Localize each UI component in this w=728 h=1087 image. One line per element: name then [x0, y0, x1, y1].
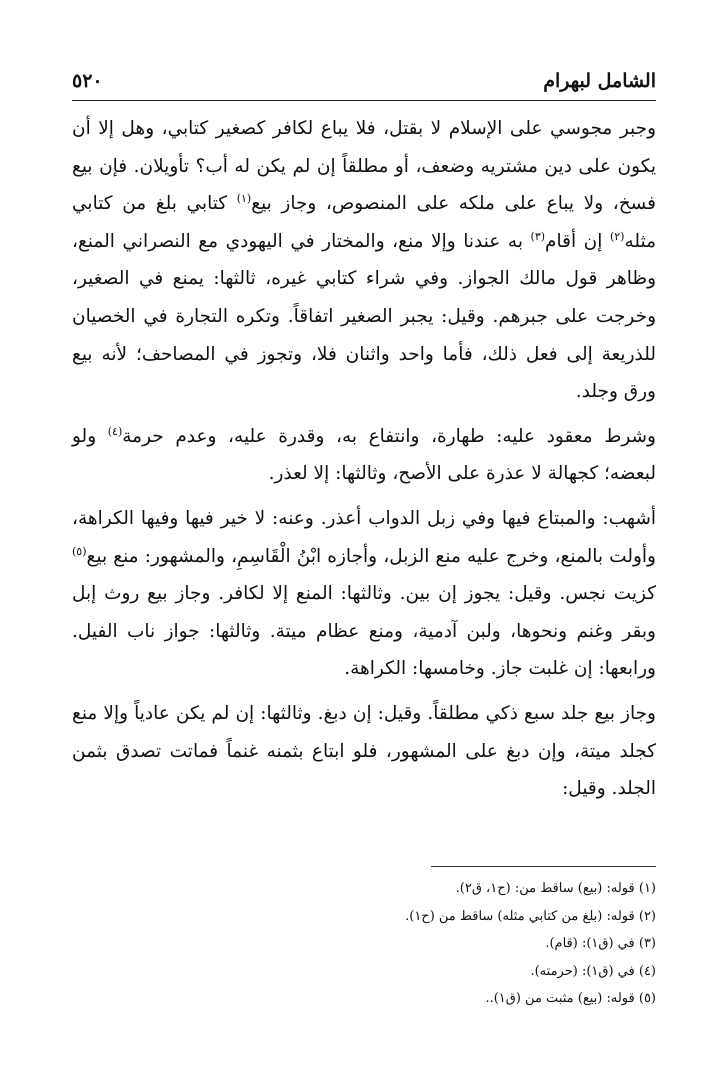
paragraph [72, 695, 656, 808]
footnote-1: (١) قوله: (بيع) ساقط من: (ح١، ق٢). [455, 881, 656, 896]
paragraph-text: وجبر مجوسي على الإسلام لا بقتل، فلا يباع لكافر كصغير كتابي، وهل إلا أن يكون على دين مشتريه وضعف، أو مطلقاً إن لم يكن له أب؟ تأويلان. فإن بيع فسخ، ولا يباع على ملكه على المنصوص، وجاز بيع [72, 118, 656, 215]
paragraph-text: أشهب: والمبتاع فيها وفي زبل الدواب أعذر. وعنه: لا خير فيها وفيها الكراهة، وأولت بالمنع، وخرج عليه منع الزبل، وأجازه ابْنُ الْقَاسِمِ، والمشهور: منع بيع [72, 507, 656, 567]
footnote-marker: (٥) [72, 544, 87, 558]
paragraph-text: ولو لبعضه؛ كجهالة لا عذرة على الأصح، وثالثها: إلا لعذر. [72, 425, 656, 485]
main-text [72, 110, 656, 815]
paragraph-text: إن أقام [545, 230, 610, 252]
footnote-3: (٣) في (ق١): (قام). [545, 936, 656, 951]
header-rule [72, 100, 656, 101]
footnote-marker: (٤) [107, 424, 123, 438]
footnote-2: (٢) قوله: (بلغ من كتابي مثله) ساقط من (ح١). [405, 908, 656, 924]
footnote-marker: (٢) [609, 229, 625, 243]
paragraph-text: كزيت نجس. وقيل: يجوز إن بين. وثالثها: المنع إلا لكافر. وجاز بيع روث إبل وبقر وغنم ونحوها، ولبن آدمية، ومنع عظام ميتة. وثالثها: جواز ناب الفيل. ورابعها: إن غلبت جاز. وخامسها: الكراهة. [72, 583, 656, 680]
footnote-4: (٤) في (ق١): (حرمته). [530, 963, 656, 979]
footnote-separator [431, 866, 656, 867]
paragraph [72, 418, 656, 493]
page-number: ٥٢٠ [72, 70, 103, 92]
footnote-marker: (١) [236, 192, 252, 206]
footnote-marker: (٣) [530, 229, 546, 243]
paragraph [72, 500, 656, 688]
paragraph-text: وشرط معقود عليه: طهارة، وانتفاع به، وقدرة عليه، وعدم حرمة [122, 425, 656, 447]
footnotes [72, 876, 656, 1014]
footnote-5: (٥) قوله: (بيع) مثبت من (ق١).. [485, 991, 656, 1006]
paragraph [72, 110, 656, 411]
book-title: الشامل لبهرام [543, 70, 656, 92]
paragraph-text: به عندنا وإلا منع، والمختار في اليهودي مع النصراني المنع، وظاهر قول مالك الجواز. وفي شراء كتابي غيره، ثالثها: يمنع في الصغير، وخرجت على جبرهم. وقيل: يجبر الصغير اتفاقاً. وتكره التجارة في الخصيان للذريعة إلى فعل ذلك، فأما واحد واثنان فلا، وتجوز في المصاحف؛ لأنه بيع ورق وجلد. [72, 230, 656, 403]
paragraph-text: كتابي بلغ من كتابي مثله [72, 193, 656, 252]
paragraph-text: وجاز بيع جلد سبع ذكي مطلقاً. وقيل: إن دبغ. وثالثها: إن لم يكن عادياً وإلا منع كجلد ميتة، وإن دبغ على المشهور، فلو ابتاع بثمنه غنماً فماتت تصدق بثمن الجلد. وقيل: [72, 702, 656, 800]
running-header [72, 58, 656, 92]
